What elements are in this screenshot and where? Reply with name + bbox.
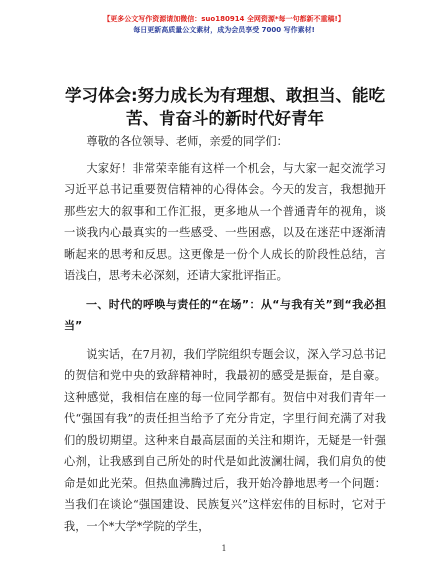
banner-membership-line: 每日更新高质量公文素材，成为会员享受 7000 写作素材! xyxy=(133,26,315,34)
banner-promo-line: 【更多公文写作资源请加微信：suo180914 全网资源*每一句都新不重稿!】 xyxy=(103,15,345,23)
document-title: 学习体会:努力成长为有理想、敢担当、能吃苦、肯奋斗的新时代好青年 xyxy=(64,86,386,128)
page-number: 1 xyxy=(221,544,227,553)
document-body xyxy=(64,131,386,544)
body-paragraph: 说实话，在7月初，我们学院组织专题会议，深入学习总书记的贺信和党中央的致辞精神时，我最初的感受是振奋，是自豪。这种感觉，我相信在座的每一位同学都有。贺信中对我们青年一代“强国有我”的责任担当给予了充分肯定，字里行间充满了对我们的殷切期望。这种来自最高层面的关注和期许，无疑是一针强心剂，让我感到自己所处的时代是如此波澜壮阔，我们肩负的使命是如此光荣。但热血沸腾过后，我开始冷静地思考一个问题：当我们在谈论“强国建设、民族复兴”这样宏伟的目标时，它对于我，一个*大学*学院的学生， xyxy=(64,347,386,533)
header-banner xyxy=(0,14,448,36)
salutation: 尊敬的各位领导、老师，亲爱的同学们： xyxy=(86,135,288,148)
section-heading: 一、时代的呼唤与责任的“在场”：从“与我有关”到“我必担当” xyxy=(64,297,386,332)
body-paragraph: 大家好！非常荣幸能有这样一个机会，与大家一起交流学习习近平总书记重要贺信精神的心得体会。今天的发言，我想抛开那些宏大的叙事和工作汇报，更多地从一个普通青年的视角，谈一谈我内心最真实的一些感受、一些困惑，以及在迷茫中逐渐清晰起来的思考和反思。这更像是一份个人成长的阶段性总结，言语浅白，思考未必深刻，还请大家批评指正。 xyxy=(64,161,386,282)
